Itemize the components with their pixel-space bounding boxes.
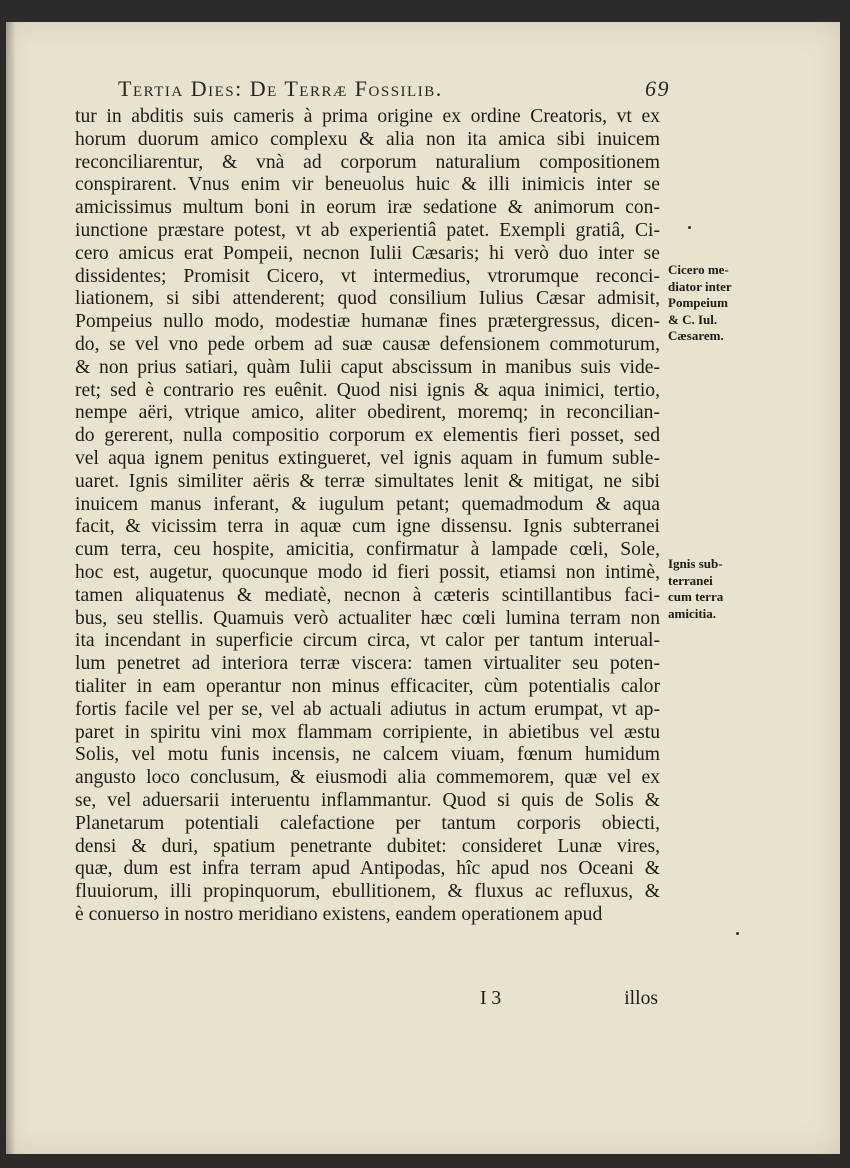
ink-speck	[736, 932, 739, 935]
text-line: quæ, dum est infra terram apud Antipodas, hîc apud nos Oceani &	[75, 858, 660, 880]
text-line: inuicem manus inferant, & iugulum petant; quemadmodum & aqua	[75, 493, 660, 515]
text-line: è conuerso in nostro meridiano existens, eandem operationem apud	[75, 903, 603, 925]
text-line: cero amicus erat Pompeii, necnon Iulii Cæsaris; hi verò duo inter se	[75, 242, 660, 264]
page-gutter-shadow	[6, 22, 16, 1154]
text-line: cum terra, ceu hospite, amicitia, confirmatur à lampade cœli, Sole,	[75, 539, 660, 561]
margin-note-cicero	[668, 262, 768, 345]
margin-note-line: & C. Iul.	[668, 311, 718, 327]
text-line: angusto loco conclusum, & eiusmodi alia commemorem, quæ vel ex	[75, 767, 660, 789]
text-line: nempe aëri, vtrique amico, aliter obedirent, moremq; in reconcilian-	[75, 402, 660, 424]
main-text-block	[75, 106, 660, 927]
text-line: do gererent, nulla compositio corporum ex elementis fieri posset, sed	[75, 425, 660, 447]
margin-note-line: Ignis sub-	[668, 556, 723, 571]
text-line: densi & duri, spatium penetrante dubitet: consideret Lunæ vires,	[75, 835, 660, 857]
text-line: se, vel aduersarii interuentu inflammantur. Quod si quis de Solis &	[75, 789, 660, 811]
signature-mark: I 3	[480, 988, 502, 1009]
margin-note-ignis	[668, 556, 768, 622]
text-line: horum duorum amico complexu & alia non ita amica sibi inuicem	[75, 128, 660, 150]
running-title: Tertia Dies: De Terræ Fossilib.	[118, 76, 443, 101]
page-number: 69	[645, 76, 670, 101]
text-line: paret in spiritu vini mox flammam corripiente, in abietibus vel æstu	[75, 721, 660, 743]
text-line: liationem, si sibi attenderent; quod consilium Iulius Cæsar admisit,	[75, 288, 660, 310]
margin-note-line: Cicero me-	[668, 262, 729, 277]
text-line: bus, seu stellis. Quamuis verò actualiter hæc cœli lumina terram non	[75, 607, 660, 629]
text-line: Pompeius nullo modo, modestiæ humanæ fines prætergressus, dicen-	[75, 311, 660, 333]
catchline	[480, 988, 658, 1012]
text-line: ret; sed è contrario res euênit. Quod nisi ignis & aqua inimici, tertio,	[75, 379, 660, 401]
margin-note-line: cum terra	[668, 589, 724, 604]
text-line: tur in abditis suis cameris à prima origine ex ordine Creatoris, vt ex	[75, 106, 660, 127]
text-line: vel aqua ignem penitus extingueret, vel ignis aquam in fumum suble-	[75, 447, 660, 469]
text-line: Planetarum potentiali calefactione per tantum corporis obiecti,	[75, 812, 660, 834]
text-line: conspirarent. Vnus enim vir beneuolus huic & illi inimicis inter se	[75, 174, 660, 196]
margin-note-line: Cæsarem.	[668, 328, 724, 343]
text-line: fortis facile vel per se, vel ab actuali adiutus in actum erumpat, vt ap-	[75, 698, 660, 720]
text-line: hoc est, augetur, quocunque modo id fieri possit, etiamsi non intimè,	[75, 561, 660, 583]
text-line: fluuiorum, illi propinquorum, ebullitionem, & fluxus ac refluxus, &	[75, 881, 660, 903]
margin-note-line: amicitia.	[668, 605, 717, 621]
catchword: illos	[624, 988, 658, 1009]
text-line: reconciliarentur, & vnà ad corporum naturalium compositionem	[75, 151, 660, 173]
margin-note-line: diator inter	[668, 278, 732, 294]
text-line: facit, & vicissim terra in aquæ cum igne dissensu. Ignis subterranei	[75, 516, 660, 538]
text-line: dissidentes; Promisit Cicero, vt intermedius, vtrorumque reconci-	[75, 265, 660, 287]
text-line: amicissimus multum boni in eorum iræ sedatione & animorum con-	[75, 197, 660, 219]
text-line: do, se vel vno pede orbem ad suæ causæ defensionem commoturum,	[75, 333, 660, 355]
text-line: tialiter in eam operantur non minus efficaciter, cùm potentialis calor	[75, 675, 660, 697]
running-header	[118, 76, 670, 102]
text-line: uaret. Ignis similiter aëris & terræ simultates lenit & mitigat, ne sibi	[75, 470, 660, 492]
text-line: tamen aliquatenus & mediatè, necnon à cæteris scintillantibus faci-	[75, 584, 660, 606]
text-line: lum penetret ad interiora terræ viscera: tamen virtualiter seu poten-	[75, 653, 660, 675]
text-line: ita incendant in superficie circum circa, vt calor per tantum interual-	[75, 630, 660, 652]
ink-speck	[688, 226, 691, 229]
margin-note-line: Pompeium	[668, 295, 728, 310]
text-line: iunctione præstare potest, vt ab experientiâ patet. Exempli gratiâ, Ci-	[75, 219, 660, 241]
text-line: Solis, vel motu funis incensis, ne calcem viuam, fœnum humidum	[75, 744, 660, 766]
margin-note-line: terranei	[668, 572, 713, 588]
text-line: & non prius satiari, quàm Iulii caput abscissum in manibus suis vide-	[75, 356, 660, 378]
